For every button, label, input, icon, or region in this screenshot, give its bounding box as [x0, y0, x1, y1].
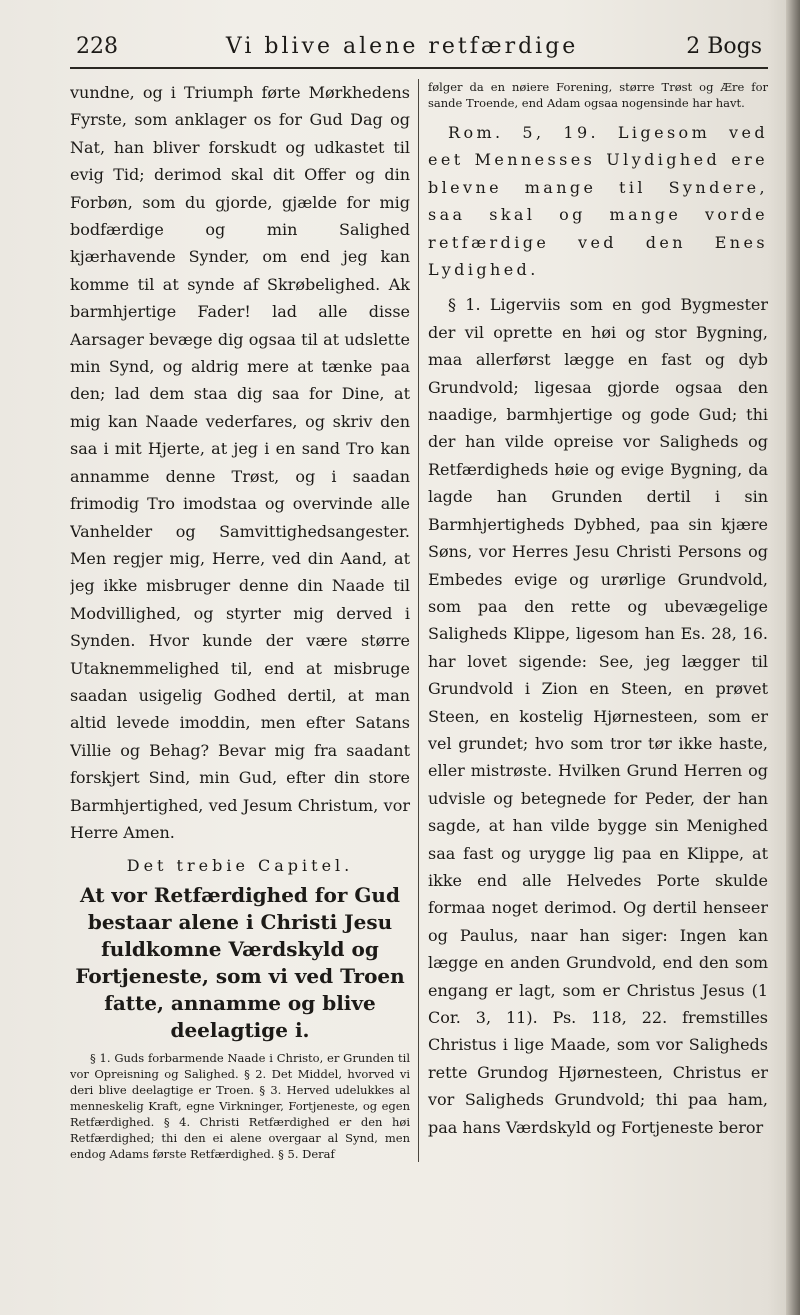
chapter-summary-continued: følger da en nøiere Forening, større Trøst og Ære for sande Troende, end Adam ogsaa nogensinde har havt. — [428, 80, 768, 110]
chapter-label: Det trebie Capitel. — [126, 856, 354, 876]
section-1-paragraph: § 1. Ligerviis som en god Bygmester der vil oprette en høi og stor Bygning, maa allerførst lægge en fast og dyb Grundvold; ligesaa gjorde ogsaa den naadige, barmhjertige og gode Gud; thi der han vilde opreise vor Saligheds og Retfærdigheds høie og evige Bygning, da lagde han Grunden dertil i sin Barmhjertigheds Dybhed, paa sin kjære Søns, vor Herres Jesu Christi Persons og Embedes evige og urørlige Grundvold, som paa den rette og ubevægelige Saligheds Klippe, ligesom han Es. 28, 16. har lovet sigende: See, jeg lægger til Grundvold i Zion en Steen, en prøvet Steen, en kostelig Hjørnesteen, som er vel grundet; hvo som tror tør ikke haste, eller mistrøste. Hvilken Grund Herren og udvisle og betegnede for Peder, der han sagde, at han vilde bygge sin Menighed saa fast og urygge lig paa en Klippe, at ikke end alle Helvedes Porte skulde formaa noget derimod. Og dertil henseer og Paulus, naar han siger: Ingen kan lægge en anden Grundvold, end den som engang er lagt, som er Christus Jesus (1 Cor. 3, 11). Ps. 118, 22. fremstilles Christus i lige Maade, som vor Saligheds rette Grundog Hjørnesteen, Christus er vor Saligheds Grundvold; thi paa ham, paa hans Værdskyld og Fortjeneste beror — [428, 295, 768, 1137]
chapter-summary: § 1. Guds forbarmende Naade i Christo, er Grunden til vor Opreisning og Salighed. § 2. Det Middel, hvorved vi deri blive deelagtige er Troen. § 3. Herved udelukkes al menneskelig Kraft, egne Virkninger, Fortjeneste, og egen Retfærdighed. § 4. Christi Retfærdighed er den høi Retfærdighed; thi den ei alene overgaar al Synd, men endog Adams første Retfærdighed. § 5. Deraf — [70, 1050, 410, 1161]
page-number: 228 — [76, 34, 118, 59]
running-title: Vi blive alene retfærdige — [225, 34, 579, 59]
book-label: 2 Bogs — [686, 34, 762, 59]
chapter-heading: At vor Retfærdighed for Gud bestaar alene i Christi Jesu fuldkomne Værdskyld og Fortjeneste, som vi ved Troen fatte, annamme og blive deelagtige i. — [75, 882, 405, 1042]
bible-verse: Rom. 5, 19. Ligesom ved eet Mennesses Ulydighed ere blevne mange til Syndere, saa skal og mange vorde retfærdige ved den Enes Lydighed. — [428, 123, 768, 280]
running-header — [70, 34, 768, 69]
left-column — [70, 79, 419, 1162]
prayer-paragraph: vundne, og i Triumph førte Mørkhedens Fyrste, som anklager os for Gud Dag og Nat, han bliver forskudt og udkastet til evig Tid; derimod skal dit Offer og din Forbøn, som du gjorde, gjælde for mig bodfærdige og min Salighed kjærhavende Synder, om end jeg kan komme til at synde af Skrøbelighed. Ak barmhjertige Fader! lad alle disse Aarsager bevæge dig ogsaa til at udslette min Synd, og aldrig mere at tænke paa den; lad dem staa dig saa for Dine, at mig kan Naade vederfares, og skriv den saa i mit Hjerte, at jeg i en sand Tro kan annamme denne Trøst, og i saadan frimodig Tro imodstaa og overvinde alle Vanhelder og Samvittighedsangester. Men regjer mig, Herre, ved din Aand, at jeg ikke misbruger denne din Naade til Modvillighed, og styrter mig derved i Synden. Hvor kunde der være større Utaknemmelighed til, end at misbruge saadan usigelig Godhed dertil, at man altid levede imoddin, men efter Satans Villie og Behag? Bevar mig fra saadant forskjert Sind, min Gud, efter din store Barmhjertighed, ved Jesum Christum, vor Herre Amen. — [70, 83, 410, 842]
page-edge-shadow — [786, 0, 800, 1315]
text-columns — [70, 79, 768, 1162]
right-column — [419, 79, 768, 1162]
